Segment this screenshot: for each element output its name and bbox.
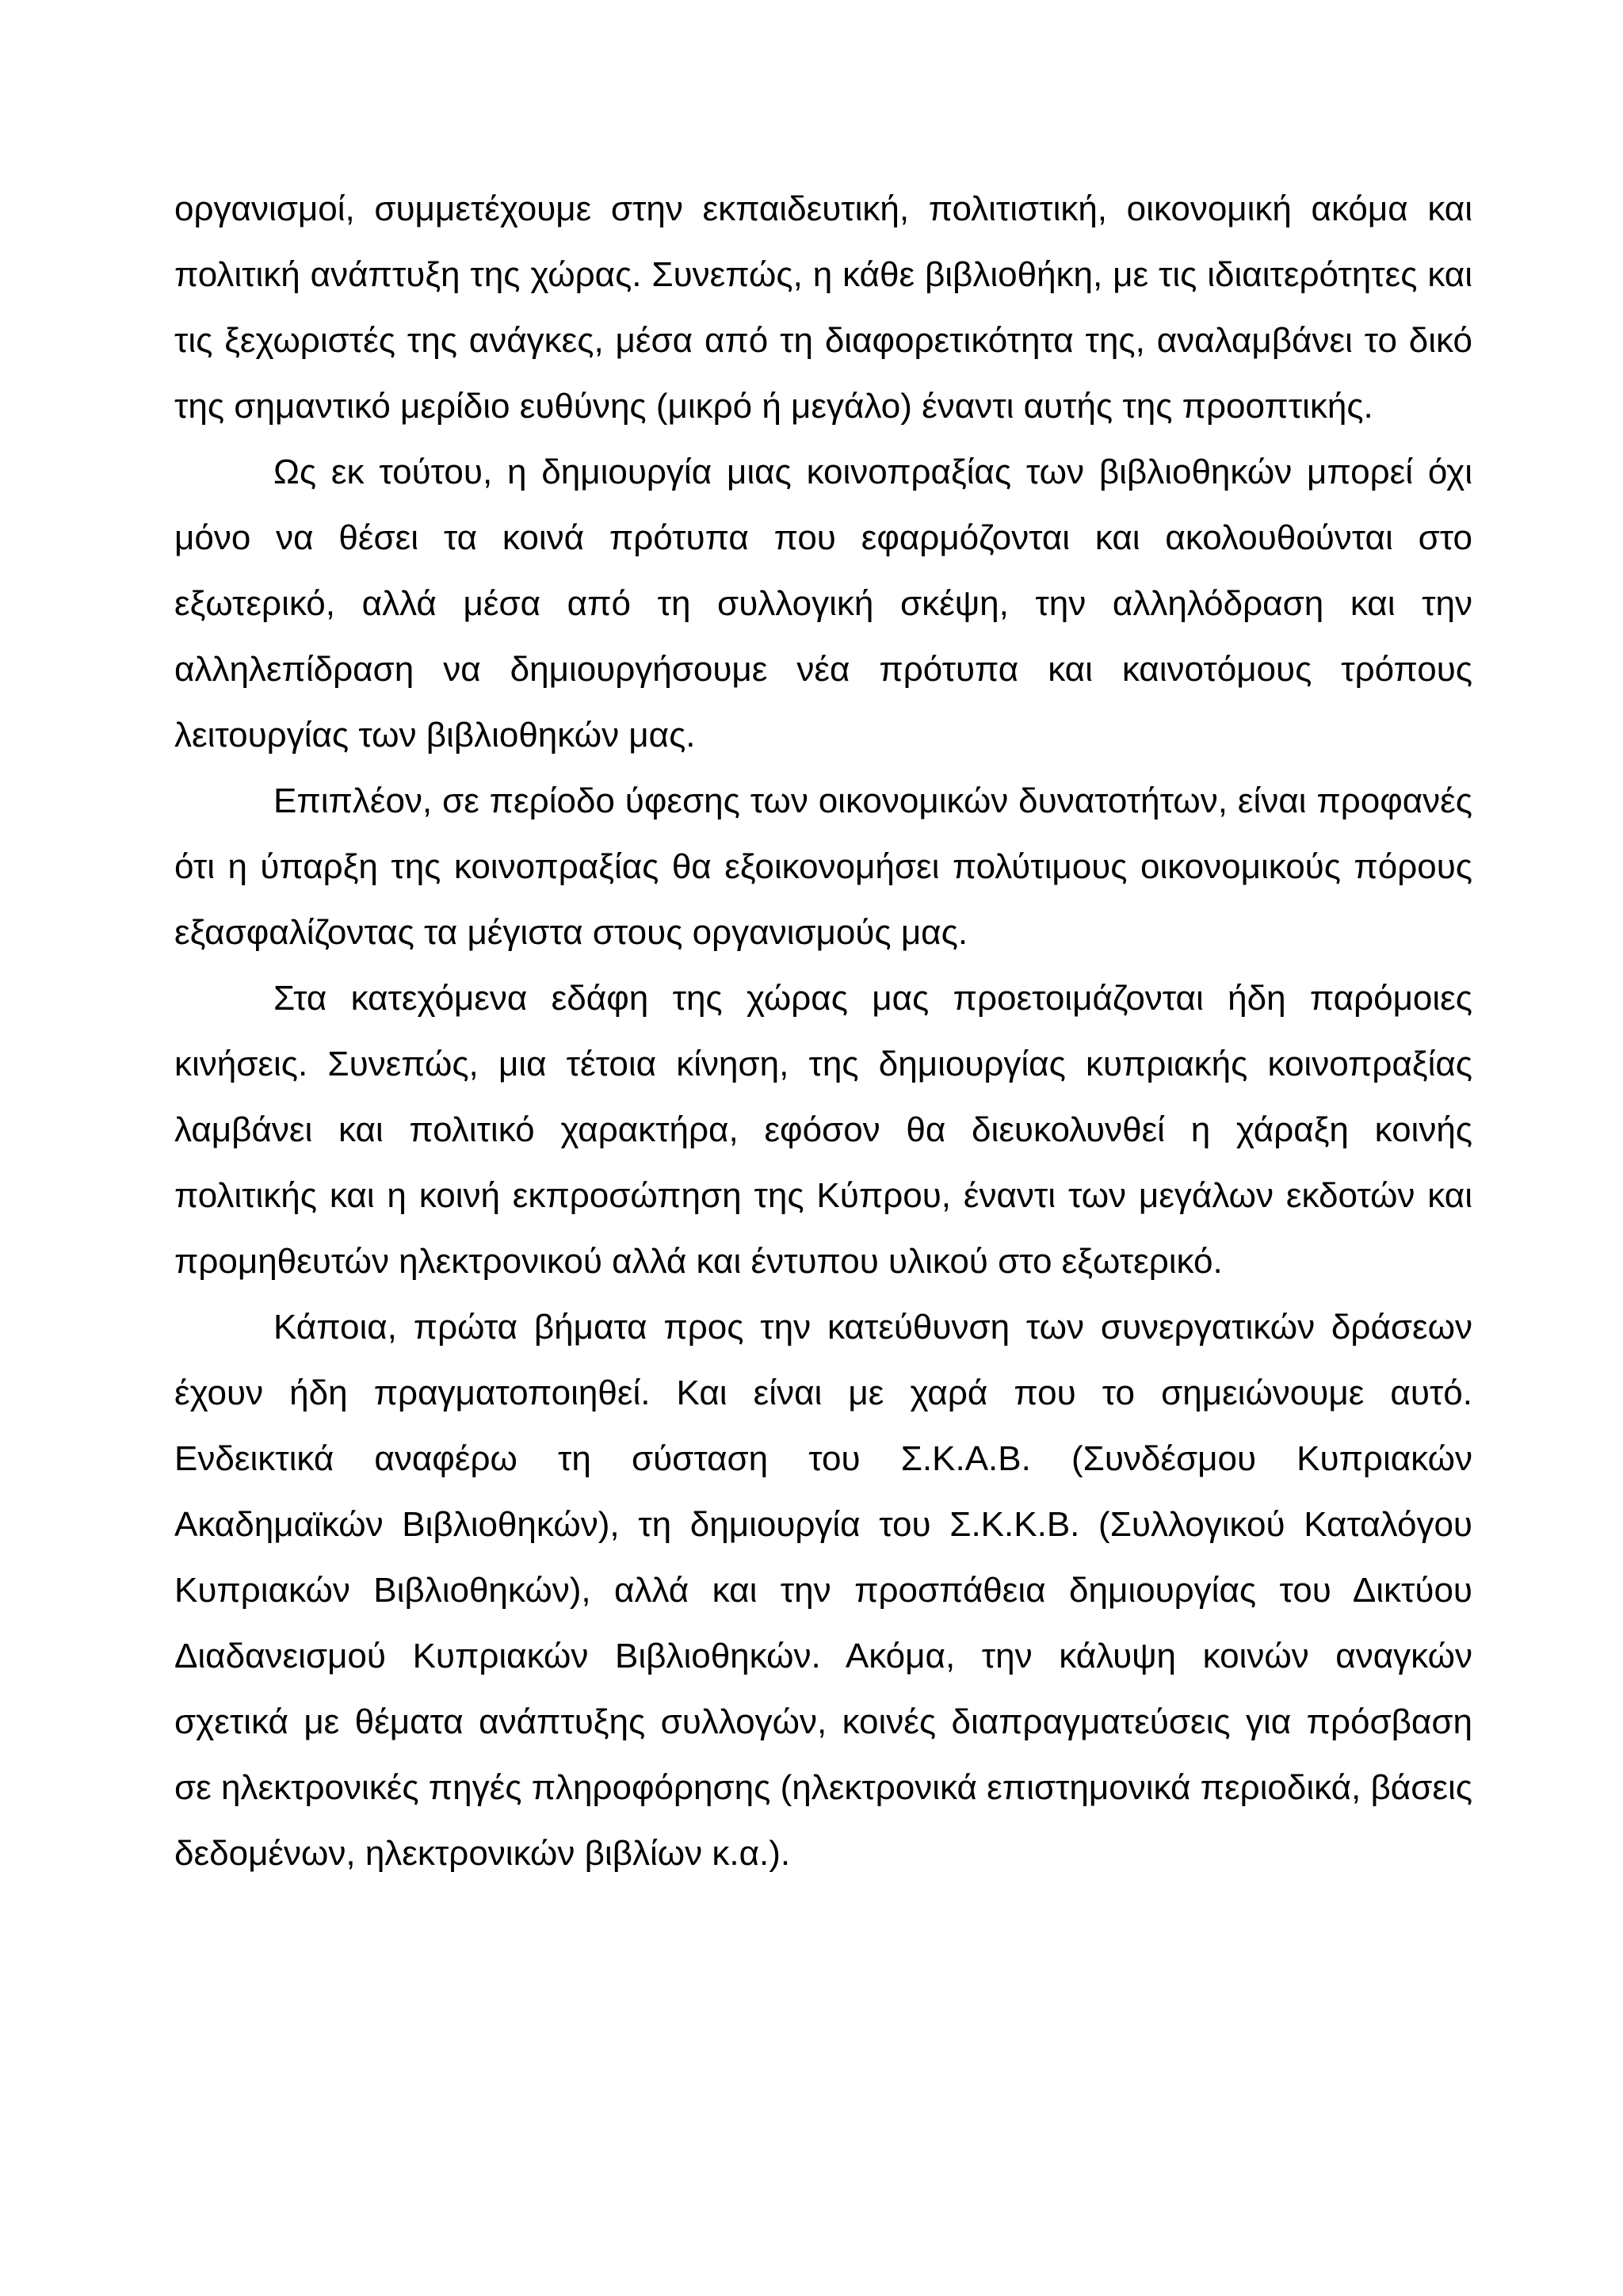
paragraph-political-character: Στα κατεχόμενα εδάφη της χώρας μας προετοιμάζονται ήδη παρόμοιες κινήσεις. Συνεπώς, μια τέτοια κίνηση, της δημιουργίας κυπριακής κοινοπραξίας λαμβάνει και πολιτικό χαρακτήρα, εφόσον θα διευκολυνθεί η χάραξη κοινής πολιτικής και η κοινή εκπροσώπηση της Κύπρου, έναντι των μεγάλων εκδοτών και προμηθευτών ηλεκτρονικού αλλά και έντυπου υλικού στο εξωτερικό. (174, 979, 1472, 1281)
paragraph-continued: οργανισμοί, συμμετέχουμε στην εκπαιδευτική, πολιτιστική, οικονομική ακόμα και πολιτική ανάπτυξη της χώρας. Συνεπώς, η κάθε βιβλιοθήκη, με τις ιδιαιτερότητες και τις ξεχωριστές της ανάγκες, μέσα από τη διαφορετικότητα της, αναλαμβάνει το δικό της σημαντικό μερίδιο ευθύνης (μικρό ή μεγάλο) έναντι αυτής της προοπτικής. (174, 189, 1472, 426)
paragraph-consortium-benefits: Ως εκ τούτου, η δημιουργία μιας κοινοπραξίας των βιβλιοθηκών μπορεί όχι μόνο να θέσει τα κοινά πρότυπα που εφαρμόζονται και ακολουθούνται στο εξωτερικό, αλλά μέσα από τη συλλογική σκέψη, την αλληλόδραση και την αλληλεπίδραση να δημιουργήσουμε νέα πρότυπα και καινοτόμους τρόπους λειτουργίας των βιβλιοθηκών μας. (174, 453, 1472, 755)
paragraph-economic-savings: Επιπλέον, σε περίοδο ύφεσης των οικονομικών δυνατοτήτων, είναι προφανές ότι η ύπαρξη της κοινοπραξίας θα εξοικονομήσει πολύτιμους οικονομικούς πόρους εξασφαλίζοντας τα μέγιστα στους οργανισμούς μας. (174, 781, 1472, 952)
paragraph-first-steps: Κάποια, πρώτα βήματα προς την κατεύθυνση των συνεργατικών δράσεων έχουν ήδη πραγματοποιηθεί. Και είναι με χαρά που το σημειώνουμε αυτό. Ενδεικτικά αναφέρω τη σύσταση του Σ.Κ.Α.Β. (Συνδέσμου Κυπριακών Ακαδημαϊκών Βιβλιοθηκών), τη δημιουργία του Σ.Κ.Κ.Β. (Συλλογικού Καταλόγου Κυπριακών Βιβλιοθηκών), αλλά και την προσπάθεια δημιουργίας του Δικτύου Διαδανεισμού Κυπριακών Βιβλιοθηκών. Ακόμα, την κάλυψη κοινών αναγκών σχετικά με θέματα ανάπτυξης συλλογών, κοινές διαπραγματεύσεις για πρόσβαση σε ηλεκτρονικές πηγές πληροφόρησης (ηλεκτρονικά επιστημονικά περιοδικά, βάσεις δεδομένων, ηλεκτρονικών βιβλίων κ.α.). (174, 1308, 1472, 1873)
